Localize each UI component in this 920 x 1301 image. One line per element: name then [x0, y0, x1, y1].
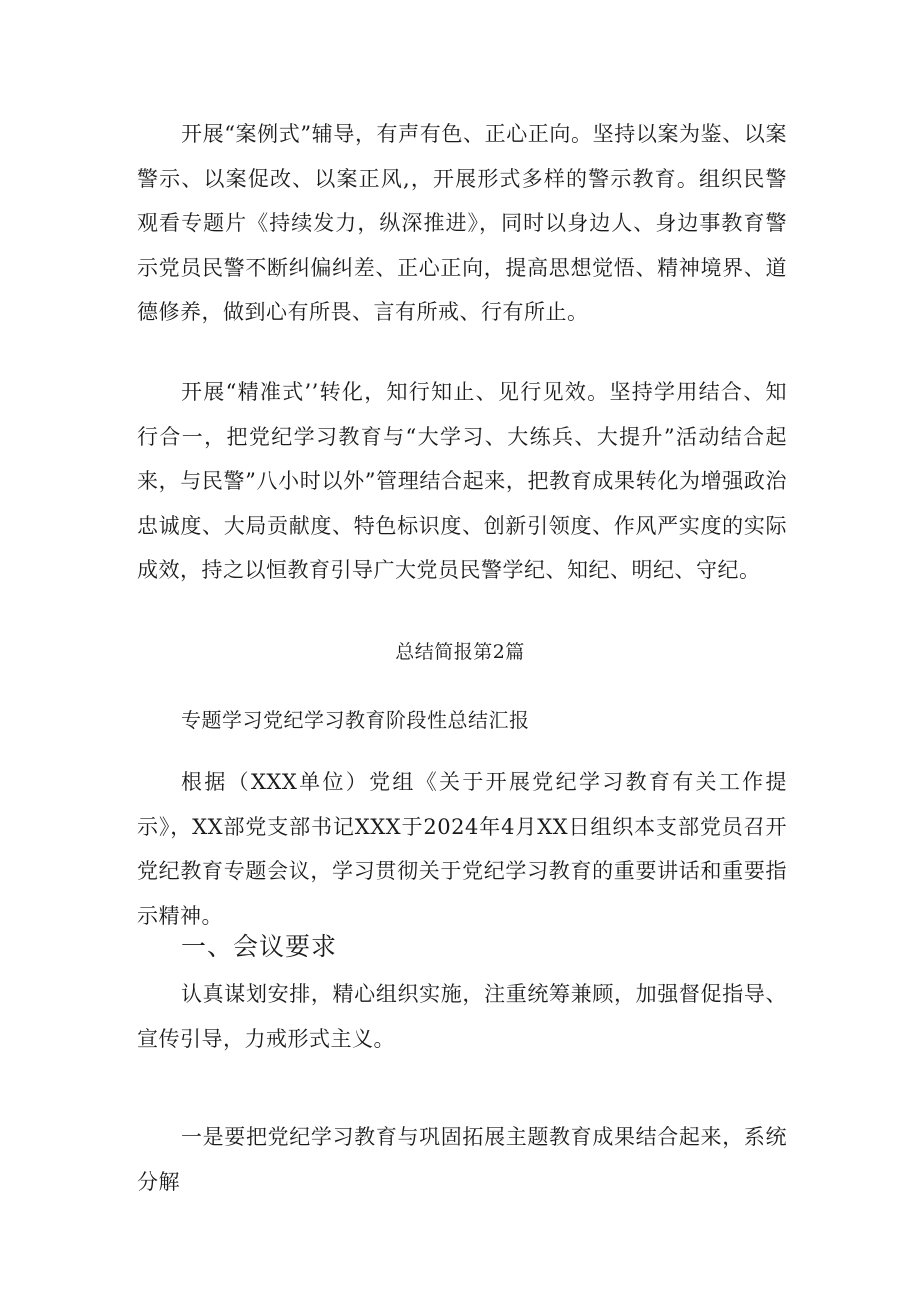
heading-meeting-requirements: 一、会议要求	[181, 932, 338, 961]
paragraph-precise-transformation: 开展“精准式’’转化，知行知止、见行见效。坚持学用结合、知行合一，把党纪学习教育与“大学习、大练兵、大提升”活动结合起来，与民警”八小时以外”管理结合起来，把教育成果转化为增强政治忠诚度、大局贡献度、特色标识度、创新引领度、作风严实度的实际成效，持之以恒教育引导广大党员民警学纪、知纪、明纪、守纪。	[137, 380, 787, 582]
paragraph-meeting-basis: 根据（XXX单位）党组《关于开展党纪学习教育有关工作提示》，XX部党支部书记XXX于2024年4月XX日组织本支部党员召开党纪教育专题会议，学习贯彻关于党纪学习教育的重要讲话和重要指示精神。	[137, 770, 787, 928]
paragraph-first-requirement: 一是要把党纪学习教育与巩固拓展主题教育成果结合起来，系统分解	[137, 1125, 787, 1194]
paragraph-case-guidance: 开展“案例式”辅导，有声有色、正心正向。坚持以案为鉴、以案警示、以案促改、以案正风,，开展形式多样的警示教育。组织民警观看专题片《持续发力，纵深推进》，同时以身边人、身边事教育警示党员民警不断纠偏纠差、正心正向，提高思想觉悟、精神境界、道德修养，做到心有所畏、言有所戒、行有所止。	[137, 122, 787, 324]
paragraph-requirements-summary: 认真谋划安排，精心组织实施，注重统筹兼顾，加强督促指导、宣传引导，力戒形式主义。	[137, 982, 787, 1051]
report-title: 专题学习党纪学习教育阶段性总结汇报	[181, 708, 530, 732]
section-title: 总结简报第2篇	[395, 641, 525, 663]
